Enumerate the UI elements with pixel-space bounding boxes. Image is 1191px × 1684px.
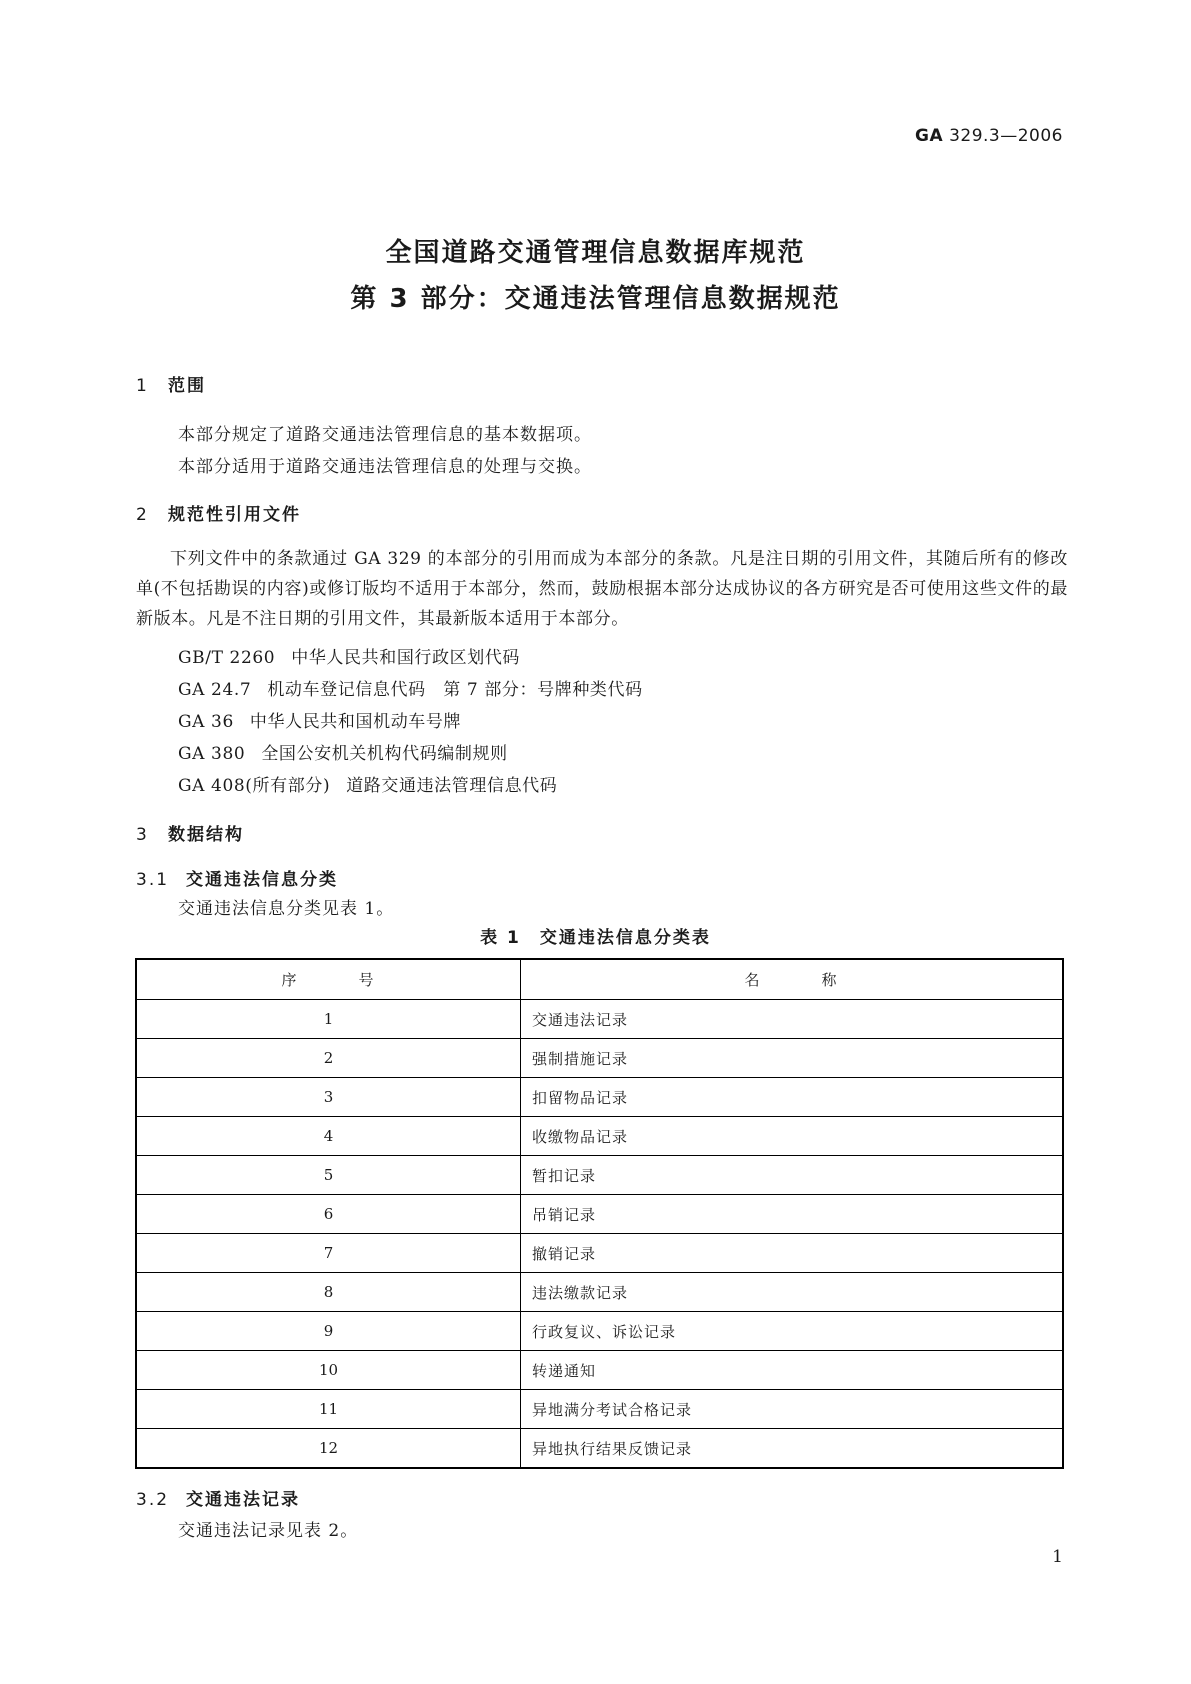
row-name: 交通违法记录 [521,1000,1064,1039]
header-char: 称 [821,971,839,989]
standard-prefix: GA [915,126,944,146]
table-row [136,1195,1063,1234]
document-title: 全国道路交通管理信息数据库规范 [385,238,806,268]
section-number: 2 [136,505,149,525]
reference-item [178,707,461,732]
page-number: 1 [1052,1547,1063,1567]
section-3-2-para: 交通违法记录见表 2。 [178,1521,359,1541]
row-number: 11 [136,1390,521,1429]
reference-code: GA 408(所有部分) [178,776,331,796]
header-char: 号 [358,971,376,989]
reference-item [178,771,557,796]
standard-number: 329.3—2006 [949,126,1063,146]
reference-name: 全国公安机关机构代码编制规则 [261,744,508,764]
reference-code: GA 24.7 [178,680,252,700]
section-title: 范围 [168,376,206,396]
row-name: 强制措施记录 [521,1039,1064,1078]
table-row [136,1039,1063,1078]
reference-item [178,739,508,764]
section-1-para-1: 本部分规定了道路交通违法管理信息的基本数据项。 [178,425,592,445]
table-header-row [136,959,1063,1000]
row-name: 暂扣记录 [521,1156,1064,1195]
row-number: 6 [136,1195,521,1234]
row-name: 异地执行结果反馈记录 [521,1429,1064,1469]
reference-name: 中华人民共和国机动车号牌 [249,712,462,732]
row-name: 转递通知 [521,1351,1064,1390]
section-title: 交通违法信息分类 [186,870,338,890]
row-number: 7 [136,1234,521,1273]
header-char: 名 [744,971,762,989]
reference-item [178,643,520,668]
section-2-heading [136,500,301,525]
table-1-caption: 表 1 交通违法信息分类表 [480,928,711,948]
table-row [136,1078,1063,1117]
table-row [136,1234,1063,1273]
table-row [136,1156,1063,1195]
standard-code [915,126,1063,146]
section-title: 数据结构 [168,825,244,845]
section-2-paragraph [136,544,1068,634]
row-number: 10 [136,1351,521,1390]
row-number: 8 [136,1273,521,1312]
row-name: 吊销记录 [521,1195,1064,1234]
reference-name: 机动车登记信息代码 第 7 部分：号牌种类代码 [267,680,643,700]
row-number: 2 [136,1039,521,1078]
table-row [136,1390,1063,1429]
document-subtitle: 第 3 部分：交通违法管理信息数据规范 [350,284,841,314]
column-header-number [136,959,521,1000]
row-number: 3 [136,1078,521,1117]
section-1-heading [136,371,206,396]
row-name: 违法缴款记录 [521,1273,1064,1312]
section-number: 3.2 [136,1490,170,1510]
row-number: 12 [136,1429,521,1469]
section-1-para-2: 本部分适用于道路交通违法管理信息的处理与交换。 [178,457,592,477]
reference-name: 中华人民共和国行政区划代码 [291,648,521,668]
section-number: 3.1 [136,870,170,890]
classification-table [135,958,1064,1469]
paragraph-text: 下列文件中的条款通过 GA 329 的本部分的引用而成为本部分的条款。凡是注日期的引用文件，其随后所有的修改单(不包括勘误的内容)或修订版均不适用于本部分，然而，鼓励根据本部分达成协议的各方研究是否可使用这些文件的最新版本。凡是不注日期的引用文件，其最新版本适用于本部分。 [136,549,1068,629]
section-title: 规范性引用文件 [168,505,301,525]
section-number: 3 [136,825,149,845]
table-row [136,1273,1063,1312]
reference-name: 道路交通违法管理信息代码 [346,776,558,796]
table-row [136,1312,1063,1351]
section-3-1-para: 交通违法信息分类见表 1。 [178,899,395,919]
row-number: 9 [136,1312,521,1351]
section-3-heading [136,820,244,845]
section-title: 交通违法记录 [186,1490,300,1510]
row-name: 撤销记录 [521,1234,1064,1273]
table-row [136,1117,1063,1156]
row-name: 异地满分考试合格记录 [521,1390,1064,1429]
row-number: 5 [136,1156,521,1195]
reference-code: GA 36 [178,712,234,732]
section-number: 1 [136,376,149,396]
row-name: 扣留物品记录 [521,1078,1064,1117]
row-number: 1 [136,1000,521,1039]
section-3-2-heading [136,1485,300,1510]
column-header-name [521,959,1064,1000]
section-3-1-heading [136,865,338,890]
row-name: 收缴物品记录 [521,1117,1064,1156]
table-row [136,1351,1063,1390]
reference-code: GB/T 2260 [178,648,276,668]
table-row [136,1000,1063,1039]
row-name: 行政复议、诉讼记录 [521,1312,1064,1351]
reference-code: GA 380 [178,744,246,764]
table-row [136,1429,1063,1469]
row-number: 4 [136,1117,521,1156]
header-char: 序 [281,971,299,989]
reference-item [178,675,643,700]
